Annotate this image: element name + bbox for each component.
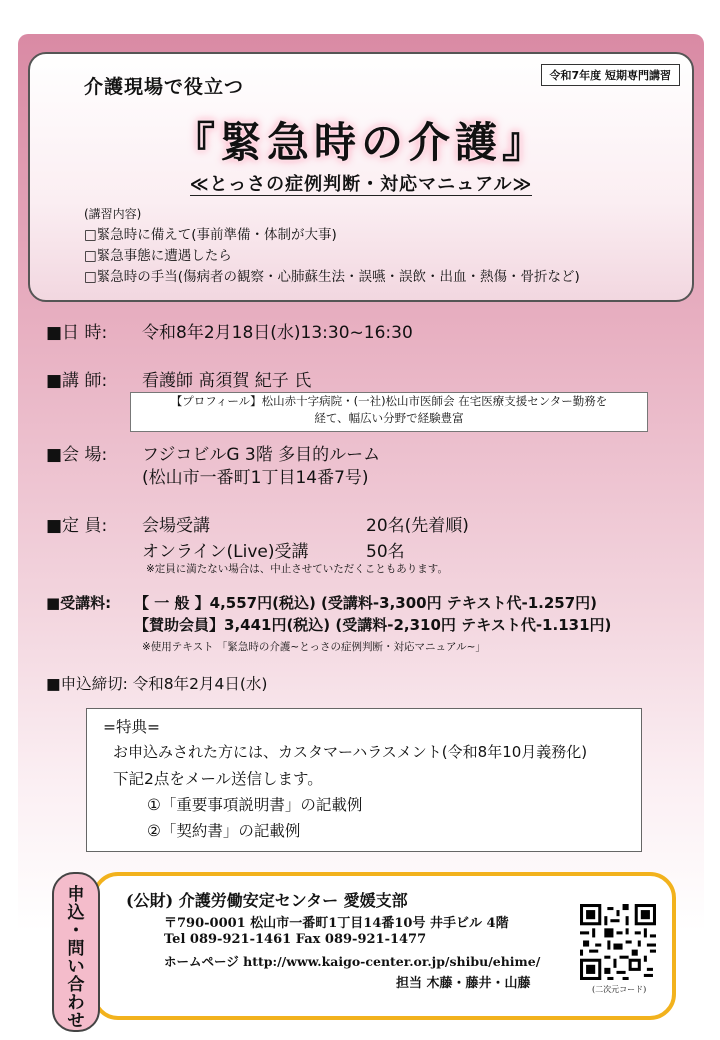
side-label-char: い [67, 957, 85, 977]
datetime-label: ■日 時: [46, 323, 108, 343]
qr-caption: (二次元コード) [592, 985, 647, 994]
contact-tel: Tel 089-921-1461 Fax 089-921-1477 [164, 932, 427, 947]
venue-label: ■会 場: [46, 445, 108, 465]
course-item: □緊急事態に遭遇したら [84, 248, 232, 264]
side-label-char: せ [67, 1011, 85, 1031]
capacity-note: ※定員に満たない場合は、中止させていただくこともあります。 [146, 563, 448, 575]
side-label-char: 申 [67, 885, 85, 905]
lecturer-label: ■講 師: [46, 371, 108, 391]
contact-org: (公財) 介護労働安定センター 愛媛支部 [126, 891, 408, 910]
benefit-line: 下記2点をメール送信します。 [113, 770, 323, 788]
side-label-char: 込 [67, 903, 85, 923]
course-heading: (講習内容) [84, 207, 142, 221]
fee-general: 【 一 般 】4,557円(税込) (受講料-3,300円 テキスト代-1.257円) [134, 594, 598, 612]
page-title: 『緊急時の介護』 [172, 118, 549, 167]
side-label-char: 合 [67, 975, 85, 995]
capacity-online: オンライン(Live)受講 [142, 542, 309, 562]
capacity-venue-count: 20名(先着順) [366, 516, 469, 536]
capacity-online-row [142, 537, 642, 562]
fee-label: ■受講料: [46, 594, 112, 612]
qr-code-icon[interactable] [578, 904, 658, 980]
capacity-online-count: 50名 [366, 542, 405, 562]
venue-value: フジコビルG 3階 多目的ルーム [142, 445, 381, 465]
side-label-char: ・ [67, 921, 85, 941]
profile-line: 経て、幅広い分野で経験豊富 [314, 411, 464, 425]
contact-address: 〒790-0001 松山市一番町1丁目14番10号 井手ビル 4階 [164, 916, 509, 931]
course-item: □緊急時の手当(傷病者の観察・心肺蘇生法・誤嚥・誤飲・出血・熱傷・骨折など) [84, 269, 580, 285]
fee-member: 【賛助会員】3,441円(税込) (受講料-2,310円 テキスト代-1.131円) [134, 616, 612, 634]
course-contents [84, 204, 580, 288]
fee-row [46, 592, 676, 613]
subtitle2-text: ≪とっさの症例判断・対応マニュアル≫ [189, 174, 533, 195]
course-badge: 令和7年度 短期専門講習 [541, 64, 680, 86]
lecturer-value: 看護師 髙須賀 紀子 氏 [142, 371, 312, 391]
side-label-char: わ [67, 993, 85, 1013]
benefit-item: ②「契約書」の記載例 [147, 822, 301, 840]
capacity-row [46, 511, 646, 536]
title-panel [28, 52, 694, 302]
lecturer-profile [130, 392, 648, 432]
benefit-item: ①「重要事項説明書」の記載例 [147, 796, 363, 814]
contact-staff: 担当 木藤・藤井・山藤 [396, 976, 531, 991]
lecturer-row [46, 366, 311, 391]
header-subtitle2 [30, 170, 692, 196]
course-item: □緊急時に備えて(事前準備・体制が大事) [84, 227, 337, 243]
side-label-char: 問 [67, 939, 85, 959]
capacity-venue: 会場受講 [142, 516, 210, 536]
header-subtitle: 介護現場で役立つ [84, 76, 245, 98]
venue-row [46, 440, 380, 465]
fee-note: ※使用テキスト 「緊急時の介護~とっさの症例判断・対応マニュアル~」 [142, 641, 486, 653]
datetime-row [46, 318, 413, 343]
profile-line: 【プロフィール】松山赤十字病院・(一社)松山市医師会 在宅医療支援センター勤務を [170, 394, 608, 408]
deadline: ■申込締切: 令和8年2月4日(水) [46, 675, 268, 693]
capacity-label: ■定 員: [46, 516, 108, 536]
contact-homepage[interactable]: ホームページ http://www.kaigo-center.or.jp/shibu/ehime/ [164, 954, 541, 969]
datetime-value: 令和8年2月18日(水)13:30~16:30 [142, 323, 413, 343]
benefit-box [86, 708, 642, 852]
benefit-line: お申込みされた方には、カスタマーハラスメント(令和8年10月義務化) [113, 743, 588, 761]
inquiry-side-label [52, 872, 100, 1032]
benefit-title: =特典= [103, 718, 160, 736]
venue-address: (松山市一番町1丁目14番7号) [142, 468, 369, 488]
